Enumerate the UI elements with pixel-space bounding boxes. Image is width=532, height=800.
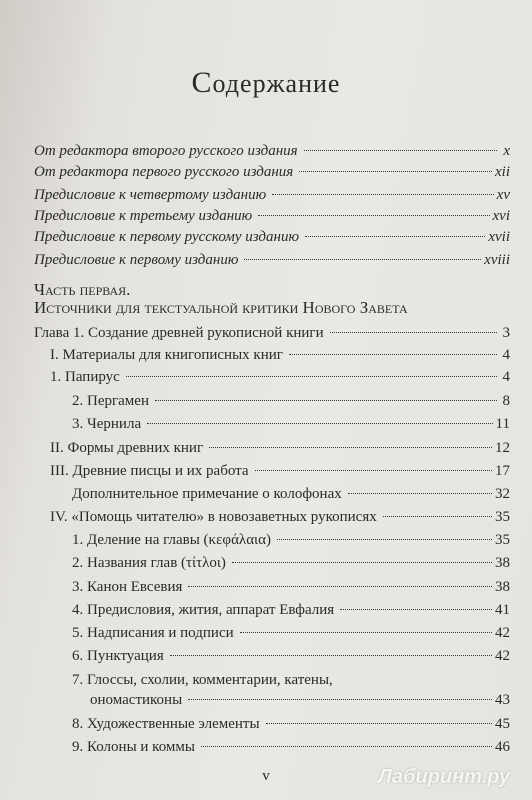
leader-dots: [209, 447, 492, 448]
leader-dots: [188, 699, 492, 700]
toc-entry-text: Дополнительное примечание о колофонах: [72, 486, 342, 502]
leader-dots: [299, 171, 492, 172]
toc-entry-text: Предисловие к четвертому изданию: [34, 187, 267, 203]
toc-page-number: 3: [502, 325, 510, 341]
toc-entry-text: 7. Глоссы, схолии, комментарии, катены,: [72, 672, 333, 688]
toc-entry-text: 1. Деление на главы (κεφάλαια): [72, 532, 271, 548]
toc-page-number: 45: [495, 716, 510, 732]
leader-dots: [277, 539, 492, 540]
toc-frontmatter-row: [34, 143, 510, 160]
toc-subsection-row: [72, 555, 510, 572]
toc-entry-text: IV. «Помощь читателю» в новозаветных рукописях: [50, 509, 377, 525]
toc-page-number: 38: [495, 555, 510, 571]
toc-entry-text: 2. Названия глав (τίτλοι): [72, 555, 226, 571]
toc-page-number: xv: [496, 187, 510, 203]
toc-frontmatter-row: [34, 208, 510, 225]
toc-frontmatter-row: [34, 229, 510, 246]
toc-page-number: 4: [502, 369, 510, 385]
leader-dots: [272, 194, 493, 195]
toc-page-number: 46: [495, 739, 510, 755]
toc-page-number: 43: [495, 692, 510, 708]
leader-dots: [255, 470, 492, 471]
toc-entry-text: От редактора второго русского издания: [34, 143, 298, 159]
leader-dots: [155, 400, 497, 401]
toc-subsection-row: [72, 716, 510, 733]
leader-dots: [232, 562, 492, 563]
leader-dots: [289, 354, 497, 355]
toc-entry-text: 3. Чернила: [72, 416, 142, 432]
toc-entry-text: 3. Канон Евсевия: [72, 579, 183, 595]
toc-page-number: 35: [495, 509, 510, 525]
toc-entry-text: 6. Пунктуация: [72, 648, 164, 664]
toc-entry-text: II. Формы древних книг: [50, 440, 204, 456]
toc-subsection-row: [72, 602, 510, 619]
leader-dots: [383, 516, 492, 517]
toc-subsection-row: [72, 739, 510, 756]
toc-entry-text: Глава 1. Создание древней рукописной книги: [34, 325, 324, 341]
toc-subsection-row: [72, 579, 510, 596]
leader-dots: [147, 423, 492, 424]
toc-entry-text: I. Материалы для книгописных книг: [50, 347, 283, 363]
leader-dots: [305, 236, 485, 237]
toc-subsection-row: [72, 416, 510, 433]
toc-page-number: 17: [495, 463, 510, 479]
toc-page-number: 35: [495, 532, 510, 548]
leader-dots: [170, 655, 492, 656]
toc-entry-text: ономастиконы: [90, 692, 183, 708]
toc-entry-text: 2. Пергамен: [72, 393, 149, 409]
toc-page-number: 12: [495, 440, 510, 456]
toc-page-number: xvii: [488, 229, 510, 245]
toc-subsection-row: [72, 486, 510, 503]
toc-entry-text: От редактора первого русского издания: [34, 164, 294, 180]
toc-chapter-row: [34, 325, 510, 342]
part-title-text: Источники для текстуальной критики Нового Завета: [34, 298, 408, 317]
title-rest: одержание: [212, 69, 341, 98]
toc-entry-text: 9. Колоны и коммы: [72, 739, 195, 755]
toc-entry-text: 5. Надписания и подписи: [72, 625, 234, 641]
toc-page-number: xviii: [484, 252, 510, 268]
toc-subsection-row: [50, 369, 510, 386]
toc-page-number: x: [503, 143, 510, 159]
part-label-text: Часть первая.: [34, 280, 131, 299]
toc-entry-text: 1. Папирус: [50, 369, 120, 385]
toc-page-number: 42: [495, 648, 510, 664]
leader-dots: [330, 332, 497, 333]
leader-dots: [126, 376, 497, 377]
toc-entry-text: Предисловие к первому изданию: [34, 252, 239, 268]
toc-page-number: 8: [502, 393, 510, 409]
leader-dots: [340, 609, 492, 610]
leader-dots: [244, 259, 481, 260]
leader-dots: [258, 215, 489, 216]
toc-frontmatter-row: [34, 187, 510, 204]
leader-dots: [201, 746, 492, 747]
toc-subsection-continuation: [90, 692, 510, 709]
leader-dots: [304, 150, 497, 151]
toc-section-row: [50, 440, 510, 457]
toc-subsection-row: [72, 672, 510, 689]
toc-page-number: 32: [495, 486, 510, 502]
toc-page-number: 11: [495, 416, 510, 432]
leader-dots: [266, 723, 492, 724]
part-title: [34, 298, 408, 318]
leader-dots: [348, 493, 492, 494]
toc-page-number: xvi: [492, 208, 510, 224]
toc-frontmatter-row: [34, 252, 510, 269]
toc-entry-text: 4. Предисловия, жития, аппарат Евфалия: [72, 602, 335, 618]
toc-page-number: 38: [495, 579, 510, 595]
watermark-logo: Лабиринт.ру: [378, 766, 511, 788]
toc-subsection-row: [72, 648, 510, 665]
toc-frontmatter-row: [34, 164, 510, 181]
toc-page-number: 41: [495, 602, 510, 618]
leader-dots: [240, 632, 492, 633]
toc-subsection-row: [72, 625, 510, 642]
toc-entry-text: 8. Художественные элементы: [72, 716, 260, 732]
toc-page-number: xii: [495, 164, 510, 180]
leader-dots: [188, 586, 492, 587]
page-title: [0, 66, 532, 100]
toc-entry-text: Предисловие к первому русскому изданию: [34, 229, 300, 245]
toc-section-row: [50, 347, 510, 364]
toc-section-row: [50, 509, 510, 526]
toc-subsection-row: [72, 393, 510, 410]
toc-page-number: 4: [502, 347, 510, 363]
toc-page-number: 42: [495, 625, 510, 641]
part-label: [34, 280, 130, 300]
title-initial: С: [191, 66, 213, 99]
toc-entry-text: Предисловие к третьему изданию: [34, 208, 253, 224]
toc-section-row: [50, 463, 510, 480]
toc-entry-text: III. Древние писцы и их работа: [50, 463, 249, 479]
page-folio: v: [262, 768, 270, 784]
toc-subsection-row: [72, 532, 510, 549]
